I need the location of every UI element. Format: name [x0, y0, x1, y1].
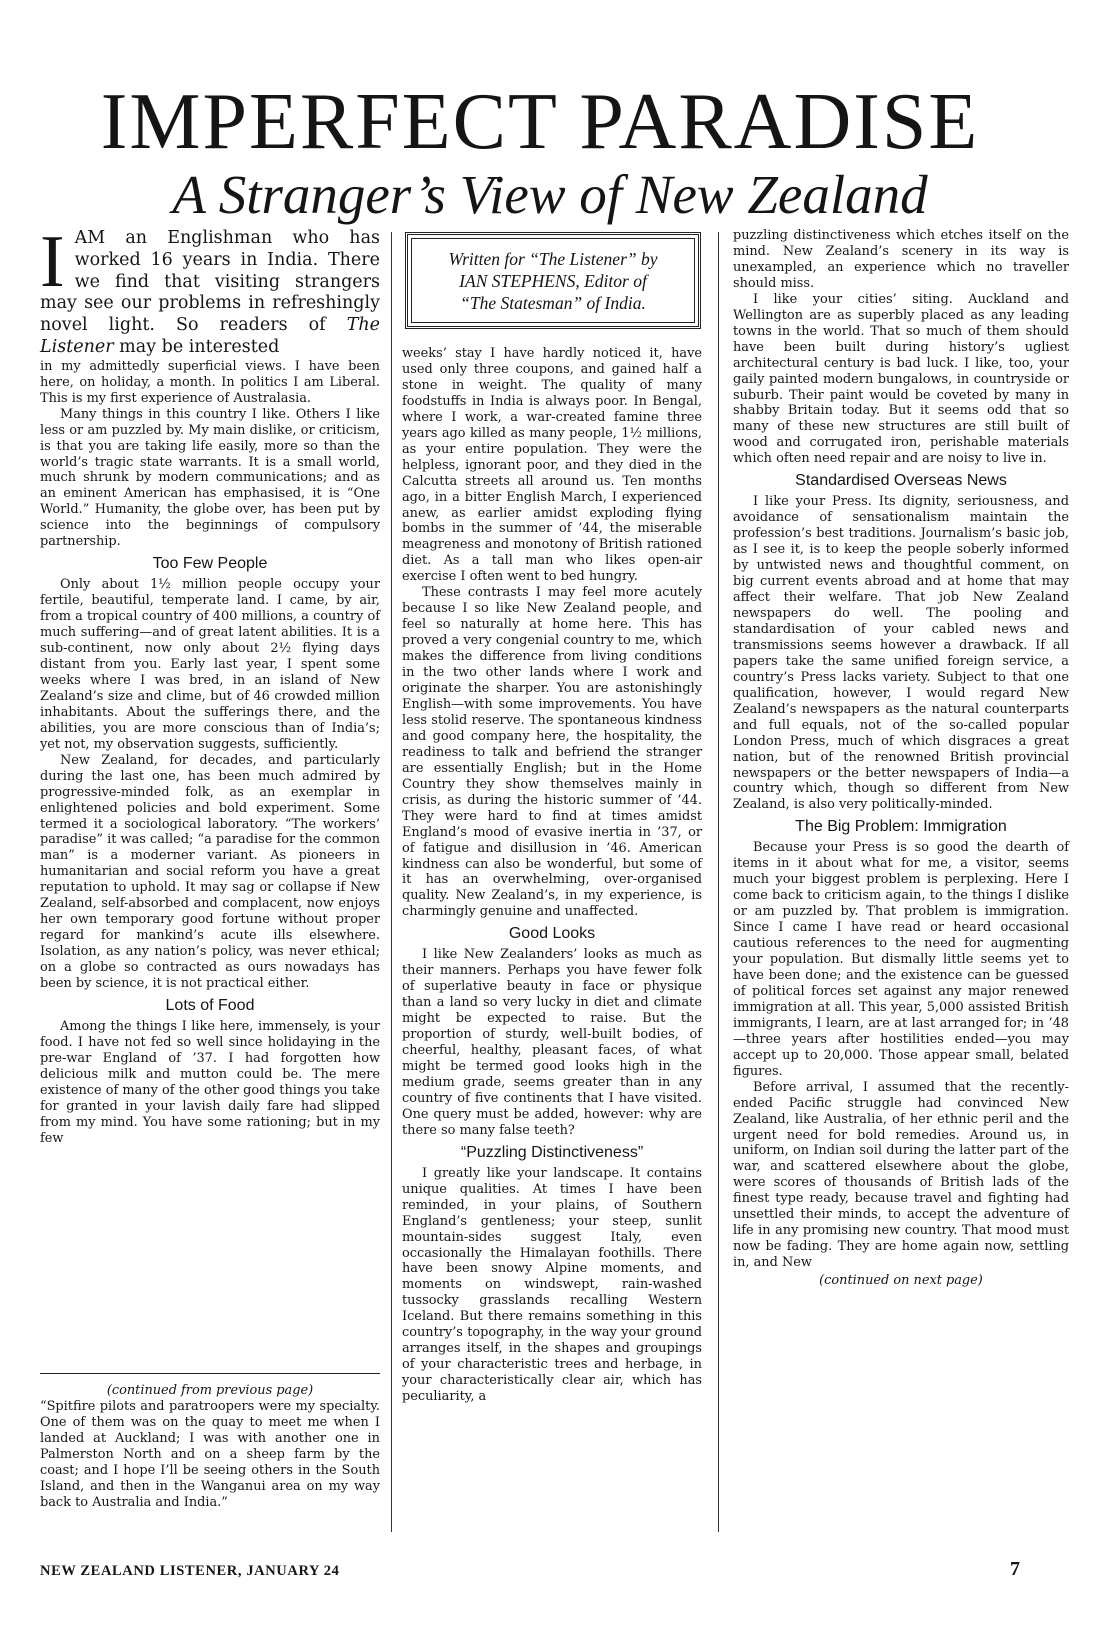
paragraph: I like your cities’ siting. Auckland and Wellington are as superbly placed as any leading towns in the world. That so much of them should have been built during history’s ugliest architectural century is bad luck. I like, too, your gaily painted modern bungalows, in countryside or suburb. Their paint would be coveted by many in shabby Britain today. But it seems odd that so many of these new structures are still built of wood and corrugated iron, perishable materials which often need repair and are noisy to live in.	[733, 291, 1069, 467]
paragraph: puzzling distinctiveness which etches itself on the mind. New Zealand’s scenery in its way is unexampled, an experience which no traveller should miss.	[733, 228, 1069, 291]
section-heading-standardised-overseas-news: Standardised Overseas News	[795, 472, 1007, 490]
paragraph: Only about 1½ million people occupy your fertile, beautiful, temperate land. I came, by air, from a tropical country of 400 millions, a country of much suffering—and of great latent abilities. It is a sub-continent, now only about 2½ flying days distant from you. Early last year, I spent some weeks where I was bred, in an island of New Zealand’s size and clime, but of 46 crowded million inhabitants. About the sufferings there, and the abilities, you are more conscious than of India’s; yet not, my observation suggests, sufficiently.	[40, 577, 380, 752]
headline: IMPERFECT PARADISE	[100, 78, 980, 166]
paragraph: Among the things I like here, immensely, is your food. I have not fed so well since holidaying in the pre-war England of ’37. I had forgotten how delicious milk and mutton could be. The mere existence of many of the other good things you take for granted in your lavish daily fare had slipped from my mind. You have some rationing; but in my few	[40, 1019, 380, 1146]
paragraph: New Zealand, for decades, and particularly during the last one, has been much admired by progressive-minded folk, as an exemplar in enlightened policies and bold experiment. Some termed it a sociological laboratory. “The workers’ paradise” it was called; “a paradise for the common man” is a moderner variant. As pioneers in humanitarian and social reform you have a great reputation to uphold. It may sag or collapse if New Zealand, self-absorbed and complacent, now enjoys her own temporary good fortune without proper regard for mankind’s acute ills elsewhere. Isolation, as any nation’s policy, was never ethical; on a globe so contracted as ours nowadays has been by science, it is not practical either.	[40, 752, 380, 992]
column-2	[402, 346, 702, 1405]
paragraph: These contrasts I may feel more acutely because I so like New Zealand people, and feel so naturally at home here. This has proved a very congenial country to me, which makes the difference from living conditions in the two other lands where I work and originate the sharper. You are astonishingly English—with some improvements. You have less stolid reserve. The spontaneous kindness and good company here, the hospitality, the readiness to talk and befriend the stranger are essentially English; but in the Home Country they show themselves mainly in crisis, as during the historic summer of ’44. They were hard to find at times amidst England’s mood of evasive inertia in ’37, or of fatigue and disillusion in ’46. American kindness can also be wonderful, but some of it has an overwhelming, over-organised quality. New Zealand’s, in my experience, is charmingly genuine and unaffected.	[402, 585, 702, 920]
section-heading-puzzling-distinctiveness: “Puzzling Distinctiveness”	[460, 1143, 644, 1161]
subheadline: A Stranger’s View of New Zealand	[172, 164, 928, 225]
byline-line-2: IAN STEPHENS, Editor of	[459, 270, 647, 291]
paragraph: in my admittedly superficial views. I have been here, on holiday, a month. In politics I am Liberal. This is my first experience of Australasia.	[40, 358, 380, 406]
byline-box	[405, 232, 701, 329]
section-heading-big-problem-immigration: The Big Problem: Immigration	[795, 818, 1007, 836]
column-rule-right	[718, 232, 719, 1532]
section-heading-too-few-people: Too Few People	[152, 555, 268, 573]
paragraph: weeks’ stay I have hardly noticed it, have used only three coupons, and gained half a stone in weight. The quality of many foodstuffs in India is always poor. In Bengal, where I work, a war-created famine three years ago killed as many people, 1½ millions, as your entire population. They were the helpless, ignorant poor, and they died in the Calcutta streets all around us. Ten months ago, in a bitter English March, I experienced anew, as earlier amidst exploding flying bombs in the summer of ’44, the miserable meagreness and monotony of British rationed diet. As a tall man who likes open-air exercise I often went to bed hungry.	[402, 346, 702, 585]
continued-story	[40, 1382, 380, 1511]
paragraph: I greatly like your landscape. It contains unique qualities. At times I have been reminded, in your plains, of Southern England’s gentleness; your steep, sunlit mountain-sides suggest Italy, even occasionally the Himalayan foothills. There have been snowy Alpine moments, and moments on windswept, rain-washed tussocky grasslands recalling Western Iceland. But there remains something in this country’s topography, in the way your ground arranges itself, in the shapes and groupings of your characteristic trees and herbage, in your characteristically clear air, which has peculiarity, a	[402, 1165, 702, 1405]
paragraph: Before arrival, I assumed that the recently-ended Pacific struggle had convinced New Zealand, like Australia, of her ethnic peril and the urgent need for bold remedies. Around us, in uniform, on Indian soil during the latter part of the war, and scattered elsewhere about the globe, were scores of thousands of British lads of the finest type ready, because travel and fighting had unsettled their minds, to accept the adventure of life in any promising new country. That mood must now be fading. They are home again now, settling in, and New	[733, 1079, 1069, 1271]
publication-name: The Listener	[40, 315, 380, 357]
paragraph: I like your Press. Its dignity, seriousness, and avoidance of sensationalism maintain the profession’s best traditions. Journalism’s basic job, as I see it, is to keep the people soberly informed by untwisted news and thoughtful comment, on big current events abroad and at home that may affect their welfare. That job New Zealand newspapers do well. The pooling and standardisation of your cabled news and transmissions seems however a drawback. If all papers take the same unified foreign service, a country’s Press lacks variety. Subject to that one qualification, however, I would regard New Zealand’s newspapers as the natural counterparts and full equals, not of the so-called popular London Press, much of which disgraces a great nation, but of the renowned British provincial newspapers or the better newspapers of India—a country which, though so different from New Zealand, is also very politically-minded.	[733, 494, 1069, 813]
column-rule-left	[391, 232, 392, 1532]
section-heading-good-looks: Good Looks	[508, 925, 596, 943]
paragraph: Many things in this country I like. Others I like less or am puzzled by. My main dislike, or criticism, is that you are taking life easily, more so than the world’s tragic state warrants. It is a small world, much shrunk by modern communications; and as an eminent American has emphasised, it is “One World.” Humanity, the globe over, has been put by science into the beginnings of compulsory partnership.	[40, 406, 380, 550]
lead-paragraph: IAM an Englishman who has worked 16 years in India. There we find that visiting strangers may see our problems in refreshingly novel light. So readers of The Listener may be interested	[40, 221, 380, 357]
byline-line-1: Written for “The Listener” by	[448, 248, 658, 269]
continued-from-note: (continued from previous page)	[106, 1383, 314, 1398]
continued-on-next-page: (continued on next page)	[819, 1273, 983, 1289]
section-heading-lots-of-food: Lots of Food	[165, 997, 255, 1014]
page-number: 7	[1010, 1558, 1020, 1580]
paragraph: Because your Press is so good the dearth of items in it about what for me, a visitor, seems much your biggest problem is perplexing. Here I come back to criticism again, to the things I dislike or am puzzled by. That problem is immigration. Since I came I have read or heard occasional cautious references to the need for augmenting your population. But dismally little seems yet to have been done; and the existence can be guessed of political forces set against any major renewed immigration at all. This year, 5,000 assisted British immigrants, I learn, are at last arranged for; in ’48—three years after hostilities ended—you may accept up to 20,000. Those appear small, belated figures.	[733, 840, 1069, 1079]
page-footer: NEW ZEALAND LISTENER, JANUARY 24	[40, 1563, 340, 1579]
column-divider	[40, 1373, 380, 1374]
column-3	[733, 228, 1069, 1289]
continued-paragraph: “Spitfire pilots and paratroopers were my specialty. One of them was on the quay to meet me when I landed at Auckland; I was with another one in Palmerston North and on a sheep farm by the coast; and I hope I’ll be seeing others in the South Island, and then in the Wanganui area on my way back to Australia and India.”	[40, 1399, 380, 1510]
paragraph: I like New Zealanders’ looks as much as their manners. Perhaps you have fewer folk of superlative beauty in face or physique than a land so very lucky in diet and climate might be expected to raise. But the proportion of sturdy, well-built bodies, of cheerful, healthy, pleasant faces, of what might be termed good looks high in the medium grade, seems greater than in any country of five continents that I have visited. One query must be added, however: why are there so many false teeth?	[402, 947, 702, 1138]
drop-cap: I	[40, 221, 65, 303]
column-1	[40, 221, 380, 1147]
byline-line-3: “The Statesman” of India.	[460, 292, 646, 313]
